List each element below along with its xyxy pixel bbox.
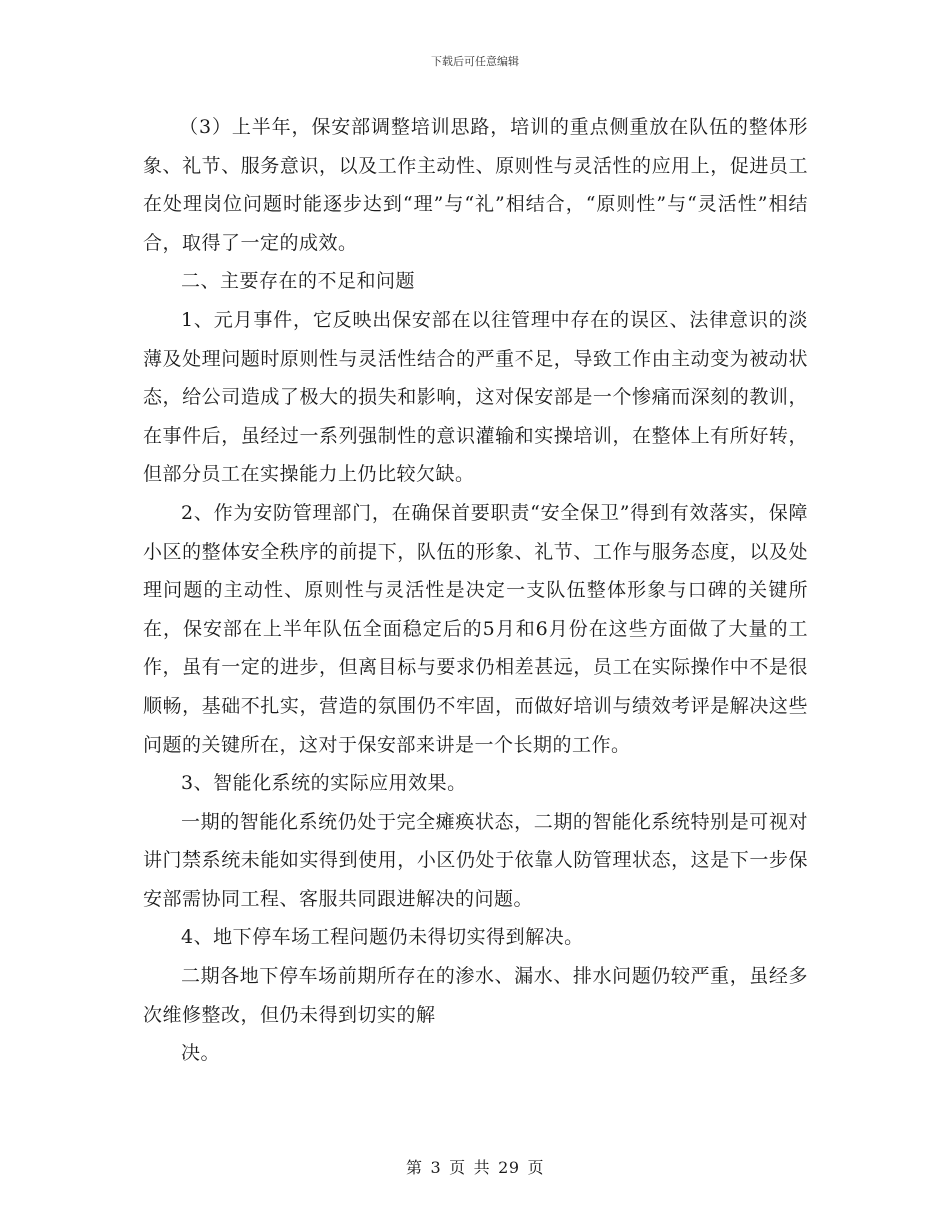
section-heading-problems: 二、主要存在的不足和问题 (181, 270, 416, 293)
paragraph-smart-system-detail: 一期的智能化系统仍处于完全瘫痪状态，二期的智能化系统特别是可视对讲门禁系统未能如实得到使用，小区仍处于依靠人防管理状态，这是下一步保安部需协同工程、客服共同跟进解决的问题。 (143, 810, 808, 910)
paragraph-training-summary: （3）上半年，保安部调整培训思路，培训的重点侧重放在队伍的整体形象、礼节、服务意识，以及工作主动性、原则性与灵活性的应用上，促进员工在处理岗位问题时能逐步达到“理”与“礼”相结合，“原则性”与“灵活性”相结合，取得了一定的成效。 (143, 116, 808, 254)
paragraph-january-incident: 1、元月事件，它反映出保安部在以往管理中存在的误区、法律意识的淡薄及处理问题时原则性与灵活性结合的严重不足，导致工作由主动变为被动状态，给公司造成了极大的损失和影响，这对保安部是一个惨痛而深刻的教训，在事件后，虽经过一系列强制性的意识灌输和实操培训，在整体上有所好转，但部分员工在实操能力上仍比较欠缺。 (143, 308, 808, 486)
document-body (143, 108, 808, 1073)
footer-label-total-prefix: 共 (473, 1158, 491, 1177)
footer-label-prefix: 第 (405, 1158, 423, 1177)
footer-label-suffix: 页 (527, 1158, 545, 1177)
paragraph-smart-system-heading: 3、智能化系统的实际应用效果。 (181, 772, 467, 795)
footer-label-middle: 页 (449, 1158, 466, 1177)
paragraph-parking-detail: 二期各地下停车场前期所存在的渗水、漏水、排水问题仍较严重，虽经多次维修整改，但仍未得到切实的解 (143, 965, 808, 1026)
paragraph-parking-tail: 决。 (181, 1042, 221, 1065)
footer-current-page: 3 (430, 1158, 442, 1177)
paragraph-security-management: 2、作为安防管理部门，在确保首要职责“安全保卫”得到有效落实，保障小区的整体安全秩序的前提下，队伍的形象、礼节、工作与服务态度，以及处理问题的主动性、原则性与灵活性是决定一支队伍整体形象与口碑的关键所在，保安部在上半年队伍全面稳定后的5月和6月份在这些方面做了大量的工作，虽有一定的进步，但离目标与要求仍相差甚远，员工在实际操作中不是很顺畅，基础不扎实，营造的氛围仍不牢固，而做好培训与绩效考评是解决这些问题的关键所在，这对于保安部来讲是一个长期的工作。 (143, 501, 808, 756)
page-header: 下载后可任意编辑 (431, 55, 519, 68)
page-footer (0, 1155, 950, 1178)
footer-total-pages: 29 (498, 1158, 520, 1177)
paragraph-parking-heading: 4、地下停车场工程问题仍未得切实得到解决。 (181, 926, 584, 949)
